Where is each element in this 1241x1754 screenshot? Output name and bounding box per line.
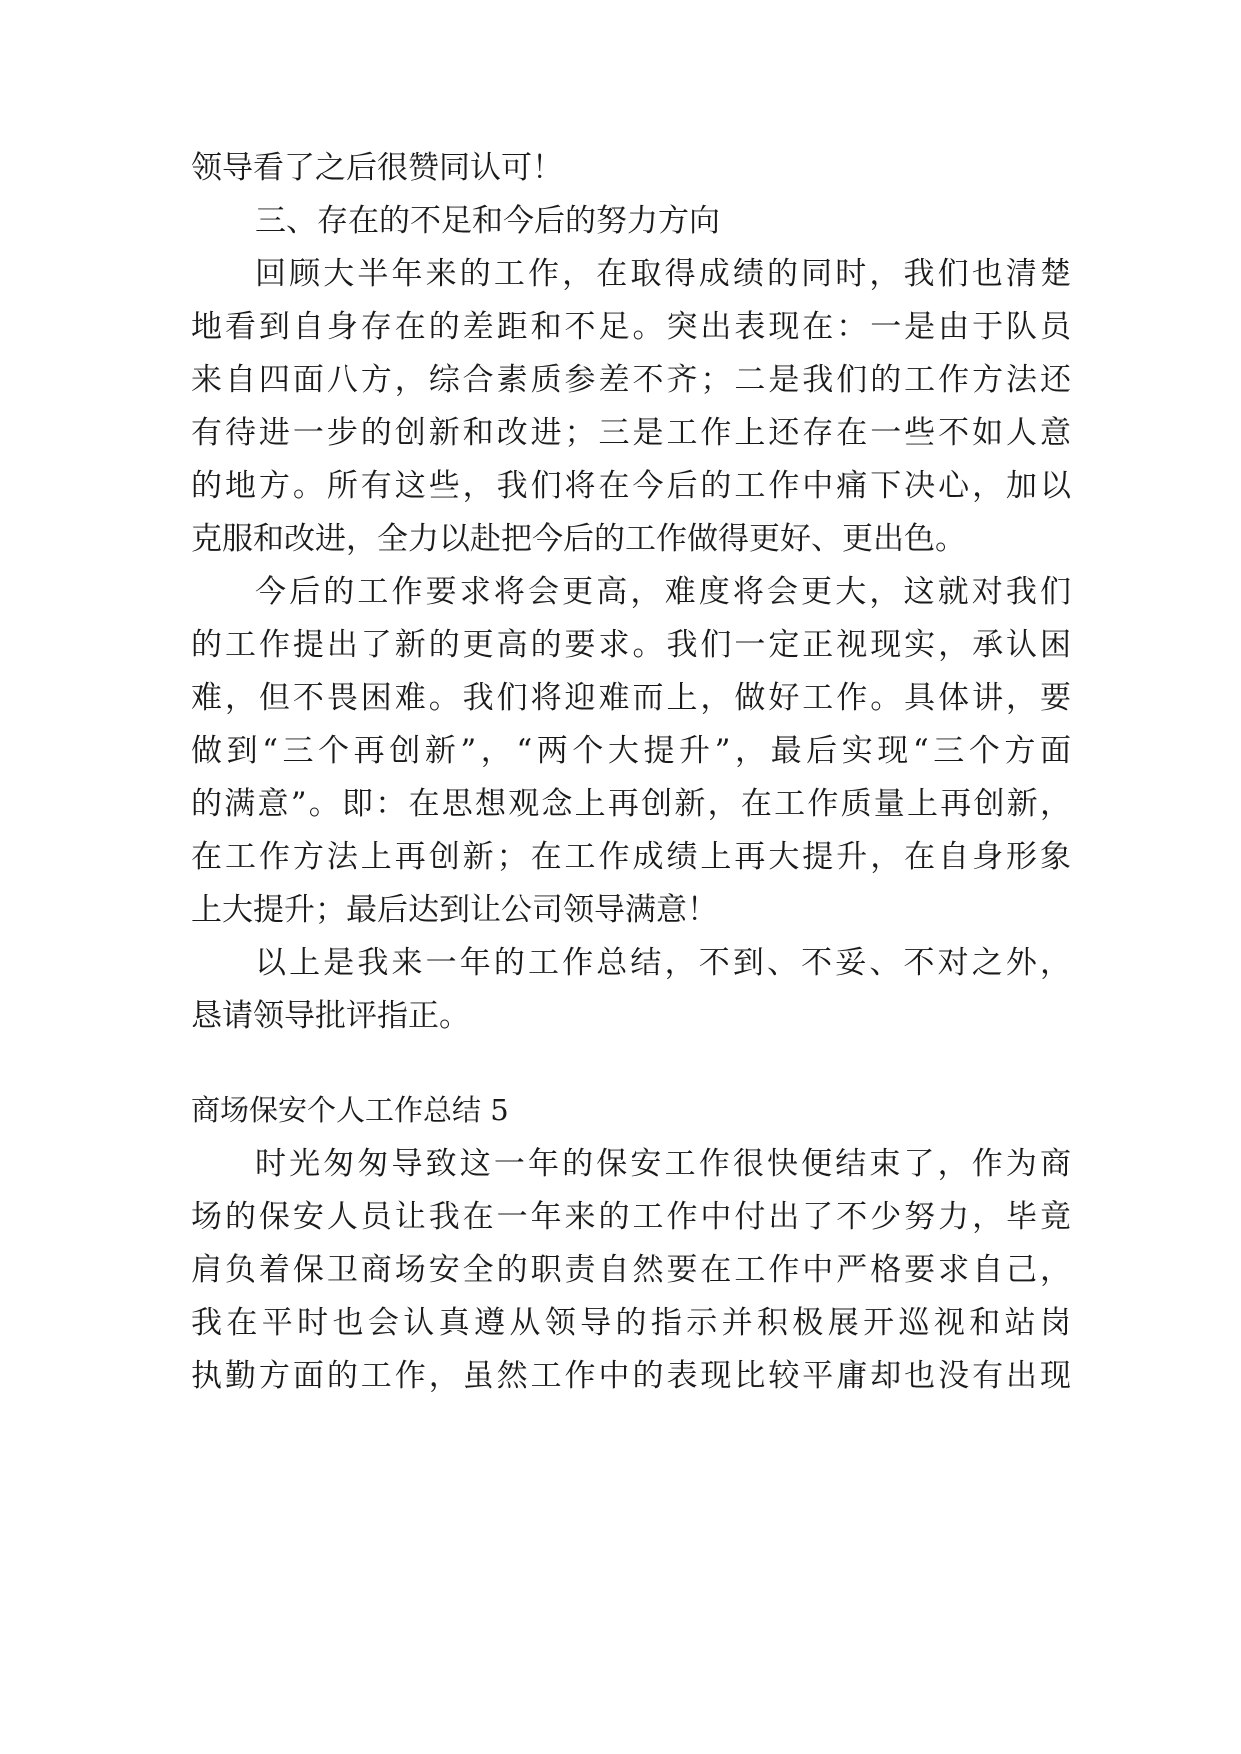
text-line: 的工作提出了新的更高的要求。我们一定正视现实，承认困 [191,627,1071,663]
section-heading: 三、存在的不足和今后的努力方向 [255,203,720,239]
text-line: 我在平时也会认真遵从领导的指示并积极展开巡视和站岗 [191,1305,1071,1341]
text-line: 有待进一步的创新和改进；三是工作上还存在一些不如人意 [191,415,1071,451]
text-line: 以上是我来一年的工作总结，不到、不妥、不对之外， [255,945,1071,981]
text-line: 肩负着保卫商场安全的职责自然要在工作中严格要求自己， [191,1252,1071,1288]
text-line: 今后的工作要求将会更高，难度将会更大，这就对我们 [255,574,1071,610]
text-line: 难，但不畏困难。我们将迎难而上，做好工作。具体讲，要 [191,680,1071,716]
text-line: 地看到自身存在的差距和不足。突出表现在：一是由于队员 [191,309,1071,345]
text-line: 场的保安人员让我在一年来的工作中付出了不少努力，毕竟 [191,1199,1071,1235]
text-line: 上大提升；最后达到让公司领导满意！ [191,892,718,928]
text-line: 执勤方面的工作，虽然工作中的表现比较平庸却也没有出现 [191,1358,1071,1394]
text-line: 的地方。所有这些，我们将在今后的工作中痛下决心，加以 [191,468,1071,504]
text-line: 克服和改进，全力以赴把今后的工作做得更好、更出色。 [191,521,966,557]
section-title: 商场保安个人工作总结 5 [191,1093,509,1127]
text-line: 领导看了之后很赞同认可！ [191,150,563,186]
text-line: 在工作方法上再创新；在工作成绩上再大提升，在自身形象 [191,839,1071,875]
text-line: 的满意”。即：在思想观念上再创新，在工作质量上再创新， [191,786,1071,822]
text-line: 回顾大半年来的工作，在取得成绩的同时，我们也清楚 [255,256,1071,292]
text-line: 时光匆匆导致这一年的保安工作很快便结束了，作为商 [255,1146,1071,1182]
text-line: 做到“三个再创新”，“两个大提升”，最后实现“三个方面 [191,733,1071,769]
text-line: 来自四面八方，综合素质参差不齐；二是我们的工作方法还 [191,362,1071,398]
text-line: 恳请领导批评指正。 [191,998,470,1034]
